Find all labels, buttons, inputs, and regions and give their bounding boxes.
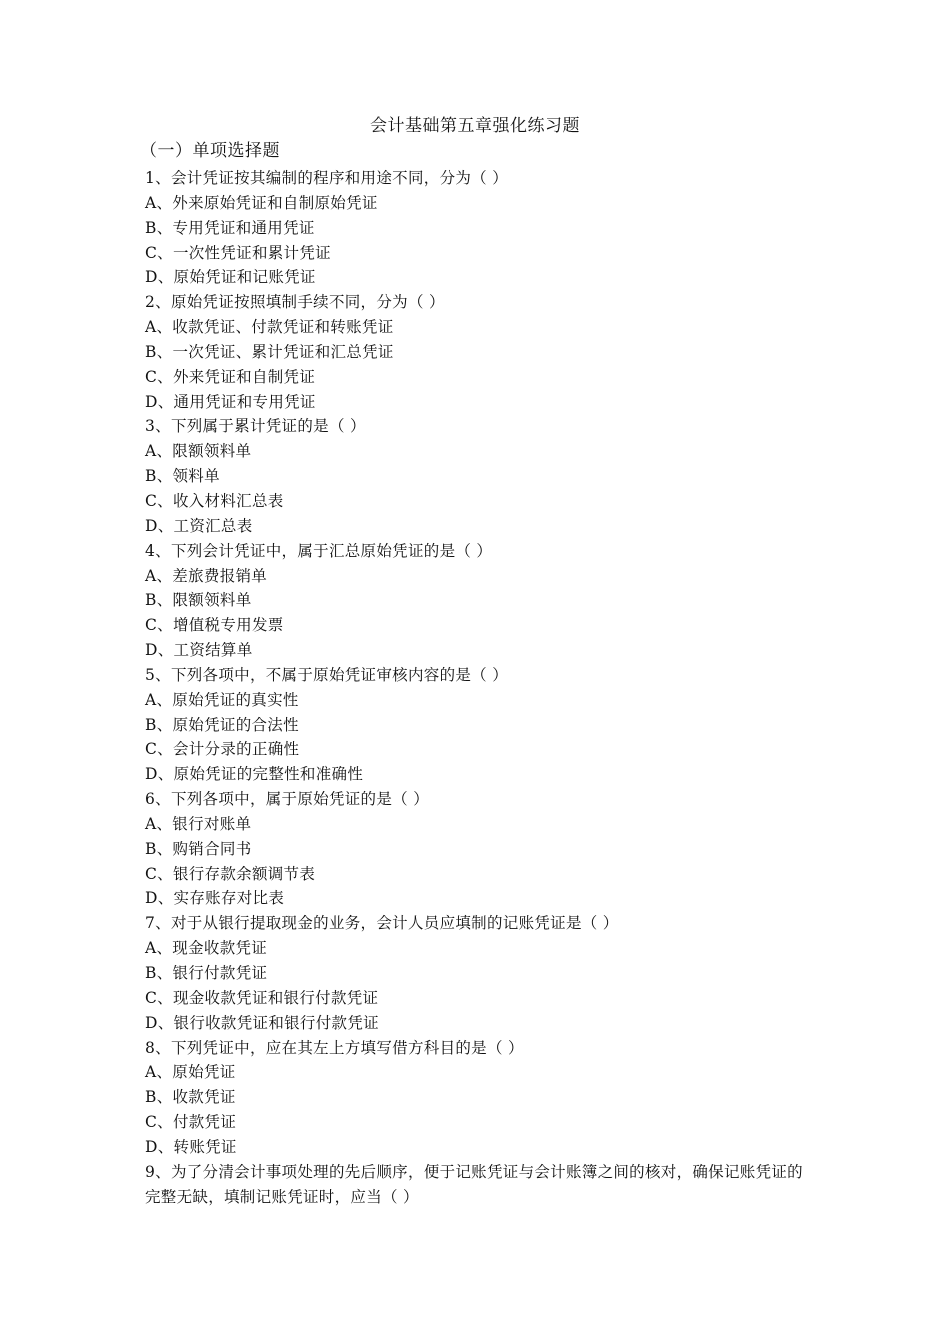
answer-option: C、现金收款凭证和银行付款凭证 — [145, 988, 379, 1007]
answer-option: A、外来原始凭证和自制原始凭证 — [145, 193, 378, 212]
answer-option: B、限额领料单 — [145, 591, 252, 610]
answer-option: D、通用凭证和专用凭证 — [145, 392, 316, 411]
question-paragraph: 9、为了分清会计事项处理的先后顺序，便于记账凭证与会计账簿之间的核对，确保记账凭证的完整无缺，填制记账凭证时，应当（ ） — [145, 1162, 803, 1206]
answer-option: A、差旅费报销单 — [145, 566, 268, 585]
answer-option: B、专用凭证和通用凭证 — [145, 218, 315, 237]
answer-option: C、增值税专用发票 — [145, 616, 284, 635]
section-heading: （一）单项选择题 — [140, 141, 280, 161]
question-stem: 5、下列各项中，不属于原始凭证审核内容的是（ ） — [145, 665, 508, 684]
answer-option: D、实存账存对比表 — [145, 889, 285, 908]
answer-option: B、领料单 — [145, 467, 220, 486]
question-stem: 7、对于从银行提取现金的业务，会计人员应填制的记账凭证是（ ） — [145, 914, 619, 933]
answer-option: B、一次凭证、累计凭证和汇总凭证 — [145, 342, 394, 361]
question-stem: 1、会计凭证按其编制的程序和用途不同，分为（ ） — [145, 169, 508, 187]
answer-option: B、购销合同书 — [145, 839, 252, 858]
answer-option: D、原始凭证的完整性和准确性 — [145, 765, 364, 784]
answer-option: C、外来凭证和自制凭证 — [145, 367, 316, 386]
answer-option: C、收入材料汇总表 — [145, 491, 284, 510]
answer-option: A、银行对账单 — [145, 814, 252, 833]
answer-option: A、限额领料单 — [145, 442, 252, 461]
answer-option: B、银行付款凭证 — [145, 964, 268, 982]
question-stem: 4、下列会计凭证中，属于汇总原始凭证的是（ ） — [145, 541, 493, 560]
answer-option: B、收款凭证 — [145, 1088, 236, 1107]
answer-option: B、原始凭证的合法性 — [145, 715, 299, 734]
answer-option: D、原始凭证和记账凭证 — [145, 268, 316, 287]
answer-option: A、原始凭证 — [145, 1063, 236, 1082]
answer-option: A、现金收款凭证 — [145, 939, 268, 958]
answer-option: A、原始凭证的真实性 — [145, 690, 299, 709]
answer-option: D、转账凭证 — [145, 1137, 237, 1156]
question-list — [145, 166, 815, 1209]
answer-option: D、银行收款凭证和银行付款凭证 — [145, 1013, 379, 1032]
question-stem: 8、下列凭证中，应在其左上方填写借方科目的是（ ） — [145, 1038, 524, 1057]
answer-option: D、工资结算单 — [145, 641, 253, 660]
answer-option: C、银行存款余额调节表 — [145, 864, 316, 883]
answer-option: C、付款凭证 — [145, 1113, 237, 1132]
page-title: 会计基础第五章强化练习题 — [370, 116, 580, 136]
answer-option: C、一次性凭证和累计凭证 — [145, 243, 331, 262]
answer-option: A、收款凭证、付款凭证和转账凭证 — [145, 318, 394, 337]
question-lines — [145, 166, 815, 1160]
question-stem: 3、下列属于累计凭证的是（ ） — [145, 417, 366, 436]
answer-option: C、会计分录的正确性 — [145, 740, 300, 759]
answer-option: D、工资汇总表 — [145, 516, 253, 535]
question-stem: 2、原始凭证按照填制手续不同，分为（ ） — [145, 293, 445, 312]
question-stem: 6、下列各项中，属于原始凭证的是（ ） — [145, 790, 429, 809]
